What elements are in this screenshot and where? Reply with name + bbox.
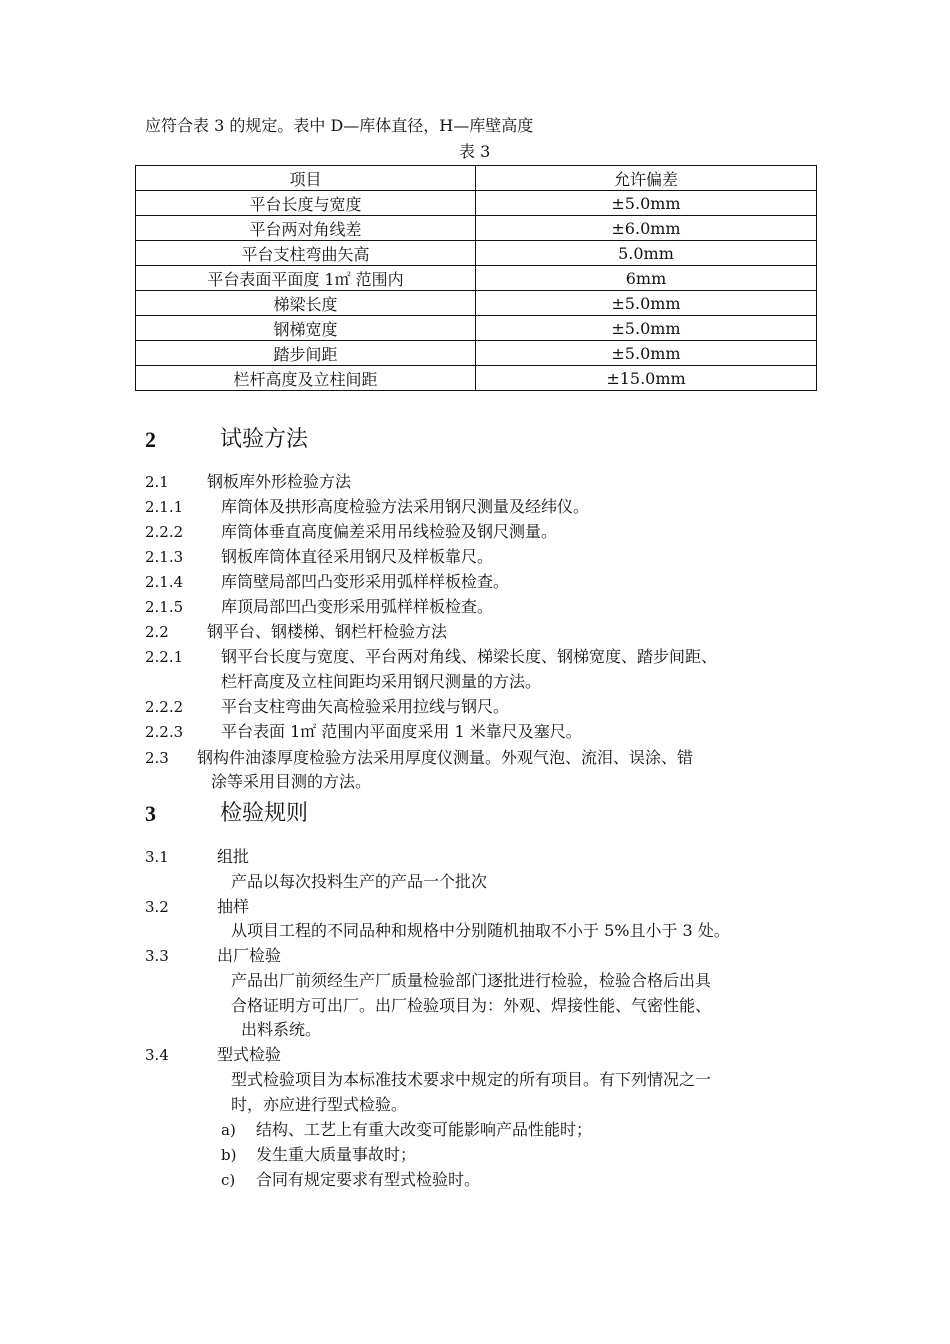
clause-text: 库筒体及拱形高度检验方法采用钢尺测量及经纬仪。 xyxy=(221,497,590,516)
clause-text: 钢板库筒体直径采用钢尺及样板靠尺。 xyxy=(221,547,494,566)
list-marker: b) xyxy=(221,1146,237,1164)
clause-text: 钢板库外形检验方法 xyxy=(207,472,352,491)
table-cell: 5.0mm xyxy=(476,241,817,266)
table-row xyxy=(136,266,817,291)
clause-number: 2.1.5 xyxy=(145,598,184,616)
clause-text: 钢构件油漆厚度检验方法采用厚度仪测量。外观气泡、流泪、误涂、错 xyxy=(197,748,694,767)
table-cell: ±5.0mm xyxy=(476,341,817,366)
table-cell: 平台支柱弯曲矢高 xyxy=(136,241,476,266)
clause-number: 2.1.3 xyxy=(145,548,184,566)
table-cell: 栏杆高度及立柱间距 xyxy=(136,366,476,391)
list-item: 结构、工艺上有重大改变可能影响产品性能时； xyxy=(256,1120,593,1139)
clause-text: 平台表面 1㎡ 范围内平面度采用 1 米靠尺及塞尺。 xyxy=(221,722,582,741)
table-cell: 平台表面平面度 1㎡ 范围内 xyxy=(136,266,476,291)
table-header-row xyxy=(136,166,817,191)
list-marker: c) xyxy=(221,1171,236,1189)
clause-title: 组批 xyxy=(217,847,250,866)
intro-text: 应符合表 3 的规定。表中 D—库体直径，H—库壁高度 xyxy=(145,116,534,135)
clause-text-continued: 时，亦应进行型式检验。 xyxy=(231,1095,408,1114)
clause-text: 产品出厂前须经生产厂质量检验部门逐批进行检验，检验合格后出具 xyxy=(231,971,712,990)
section-3-number: 3 xyxy=(145,801,156,826)
table-cell: ±6.0mm xyxy=(476,216,817,241)
table-cell: 平台长度与宽度 xyxy=(136,191,476,216)
table-row xyxy=(136,241,817,266)
clause-title: 出厂检验 xyxy=(217,946,282,965)
clause-number: 3.1 xyxy=(145,848,169,866)
clause-number: 2.2 xyxy=(145,623,169,641)
table-row xyxy=(136,291,817,316)
table-row xyxy=(136,316,817,341)
section-3-title: 检验规则 xyxy=(220,801,309,826)
table-cell: 6mm xyxy=(476,266,817,291)
clause-text: 钢平台长度与宽度、平台两对角线、梯梁长度、钢梯宽度、踏步间距、 xyxy=(221,647,718,666)
clause-number: 2.3 xyxy=(145,749,169,767)
table-row xyxy=(136,216,817,241)
clause-number: 2.2.1 xyxy=(145,648,184,666)
clause-number: 2.2.2 xyxy=(145,523,184,541)
clause-text: 平台支柱弯曲矢高检验采用拉线与钢尺。 xyxy=(221,697,510,716)
clause-text: 库顶局部凹凸变形采用弧样样板检查。 xyxy=(221,597,494,616)
clause-number: 2.2.2 xyxy=(145,698,184,716)
clause-text-continued: 合格证明方可出厂。出厂检验项目为：外观、焊接性能、气密性能、 xyxy=(231,996,712,1015)
clause-text: 从项目工程的不同品种和规格中分别随机抽取不小于 5%且小于 3 处。 xyxy=(231,921,730,940)
table-cell: 钢梯宽度 xyxy=(136,316,476,341)
clause-text: 钢平台、钢楼梯、钢栏杆检验方法 xyxy=(207,622,448,641)
section-2-title: 试验方法 xyxy=(220,427,309,452)
clause-number: 3.4 xyxy=(145,1046,169,1064)
clause-text: 库筒壁局部凹凸变形采用弧样样板检查。 xyxy=(221,572,510,591)
clause-text-continued: 涂等采用目测的方法。 xyxy=(211,772,372,791)
table-cell: 踏步间距 xyxy=(136,341,476,366)
clause-number: 2.1 xyxy=(145,473,169,491)
section-2-number: 2 xyxy=(145,427,156,452)
tolerance-table xyxy=(135,165,817,391)
table-cell: 平台两对角线差 xyxy=(136,216,476,241)
list-item: 合同有规定要求有型式检验时。 xyxy=(256,1170,481,1189)
table-caption: 表 3 xyxy=(459,142,491,161)
clause-number: 2.1.1 xyxy=(145,498,184,516)
table-header-item: 项目 xyxy=(136,166,476,191)
clause-number: 3.2 xyxy=(145,898,169,916)
table-row xyxy=(136,191,817,216)
clause-title: 抽样 xyxy=(217,897,250,916)
clause-text: 型式检验项目为本标准技术要求中规定的所有项目。有下列情况之一 xyxy=(231,1070,712,1089)
table-cell: 梯梁长度 xyxy=(136,291,476,316)
clause-text: 库筒体垂直高度偏差采用吊线检验及钢尺测量。 xyxy=(221,522,558,541)
table-cell: ±5.0mm xyxy=(476,291,817,316)
clause-text-continued: 出料系统。 xyxy=(241,1020,322,1039)
clause-number: 3.3 xyxy=(145,947,169,965)
table-cell: ±5.0mm xyxy=(476,191,817,216)
table-cell: ±5.0mm xyxy=(476,316,817,341)
list-item: 发生重大质量事故时； xyxy=(256,1145,417,1164)
clause-text: 产品以每次投料生产的产品一个批次 xyxy=(231,872,488,891)
table-header-tolerance: 允许偏差 xyxy=(476,166,817,191)
table-cell: ±15.0mm xyxy=(476,366,817,391)
clause-text-continued: 栏杆高度及立柱间距均采用钢尺测量的方法。 xyxy=(221,672,542,691)
table-row xyxy=(136,341,817,366)
clause-title: 型式检验 xyxy=(217,1045,282,1064)
table-row xyxy=(136,366,817,391)
clause-number: 2.1.4 xyxy=(145,573,184,591)
list-marker: a) xyxy=(221,1121,236,1139)
clause-number: 2.2.3 xyxy=(145,723,184,741)
